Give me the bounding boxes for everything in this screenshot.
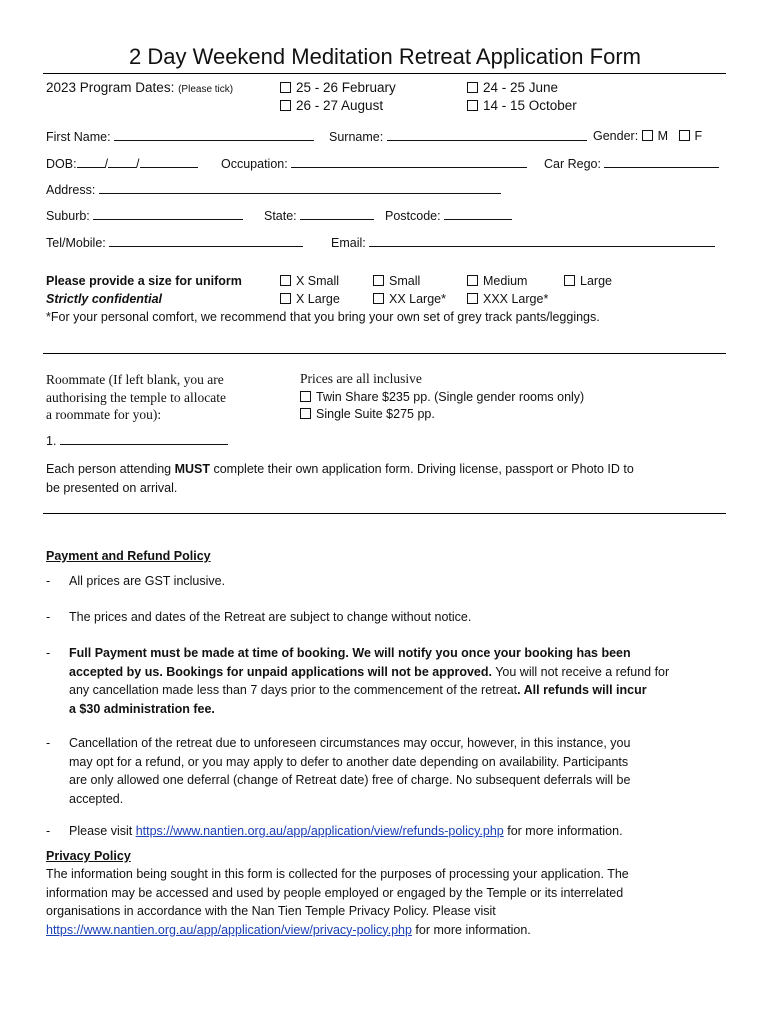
email-input[interactable] bbox=[369, 235, 715, 247]
surname-field: Surname: bbox=[329, 129, 587, 144]
checkbox-icon[interactable] bbox=[300, 391, 311, 402]
attend-note: Each person attending MUST complete their own application form. Driving license, passport or Photo ID to be presented on arrival. bbox=[46, 462, 634, 495]
single-suite-option[interactable]: Single Suite $275 pp. bbox=[300, 407, 435, 421]
section-rule bbox=[43, 353, 726, 354]
occupation-input[interactable] bbox=[291, 156, 527, 168]
roommate-text: Roommate (If left blank, you are authorising the temple to allocate a roommate for you): bbox=[46, 372, 226, 422]
first-name-field: First Name: bbox=[46, 129, 314, 144]
checkbox-icon[interactable] bbox=[564, 275, 575, 286]
checkbox-icon[interactable] bbox=[280, 82, 291, 93]
dob-field: DOB: / / bbox=[46, 156, 198, 171]
tel-field: Tel/Mobile: bbox=[46, 235, 303, 250]
postcode-input[interactable] bbox=[444, 208, 512, 220]
title-rule bbox=[43, 73, 726, 74]
surname-input[interactable] bbox=[387, 129, 587, 141]
checkbox-icon[interactable] bbox=[280, 275, 291, 286]
date-option-feb[interactable]: 25 - 26 February bbox=[280, 80, 396, 95]
size-xsmall[interactable]: X Small bbox=[280, 274, 339, 288]
tel-input[interactable] bbox=[109, 235, 303, 247]
checkbox-icon[interactable] bbox=[467, 293, 478, 304]
size-small[interactable]: Small bbox=[373, 274, 420, 288]
checkbox-icon[interactable] bbox=[280, 293, 291, 304]
date-option-jun[interactable]: 24 - 25 June bbox=[467, 80, 558, 95]
bullet-dash: - bbox=[46, 646, 51, 660]
checkbox-icon[interactable] bbox=[373, 275, 384, 286]
date-option-oct[interactable]: 14 - 15 October bbox=[467, 98, 577, 113]
checkbox-icon[interactable] bbox=[373, 293, 384, 304]
postcode-field: Postcode: bbox=[385, 208, 512, 223]
checkbox-icon[interactable] bbox=[467, 275, 478, 286]
car-rego-field: Car Rego: bbox=[544, 156, 719, 171]
policy-item-2: The prices and dates of the Retreat are subject to change without notice. bbox=[69, 610, 472, 624]
occupation-field: Occupation: bbox=[221, 156, 527, 171]
policy-item-4: Cancellation of the retreat due to unforeseen circumstances may occur, however, in this instance, you may opt for a refund, or you may apply to defer to another date depending on availability. Participants are only allowed one deferral (change of Retreat date) free of charge. No subsequent deferrals will be accepted. bbox=[69, 736, 631, 806]
bullet-dash: - bbox=[46, 574, 51, 588]
size-xlarge[interactable]: X Large bbox=[280, 292, 340, 306]
checkbox-icon[interactable] bbox=[467, 82, 478, 93]
date-option-aug[interactable]: 26 - 27 August bbox=[280, 98, 383, 113]
roommate-input[interactable] bbox=[60, 433, 228, 445]
twin-share-option[interactable]: Twin Share $235 pp. (Single gender rooms only) bbox=[300, 390, 584, 404]
car-rego-input[interactable] bbox=[604, 156, 719, 168]
policy-item-1: All prices are GST inclusive. bbox=[69, 574, 226, 588]
refunds-policy-link[interactable]: https://www.nantien.org.au/app/application/view/refunds-policy.php bbox=[135, 824, 504, 838]
address-field: Address: bbox=[46, 182, 501, 197]
gender-field: Gender: M F bbox=[593, 129, 703, 143]
size-large[interactable]: Large bbox=[564, 274, 612, 288]
gender-m-checkbox[interactable] bbox=[642, 130, 653, 141]
uniform-sub: Strictly confidential bbox=[46, 292, 162, 306]
size-xxxlarge[interactable]: XXX Large* bbox=[467, 292, 548, 306]
dob-month-input[interactable] bbox=[108, 156, 136, 168]
prices-heading: Prices are all inclusive bbox=[300, 371, 422, 386]
size-xxlarge[interactable]: XX Large* bbox=[373, 292, 446, 306]
state-input[interactable] bbox=[300, 208, 374, 220]
section-rule-2 bbox=[43, 513, 726, 514]
privacy-policy-link[interactable]: https://www.nantien.org.au/app/application/view/privacy-policy.php bbox=[46, 922, 412, 937]
policy-item-5: Please visit https://www.nantien.org.au/app/application/view/refunds-policy.php for more information. bbox=[69, 824, 623, 838]
privacy-policy-heading: Privacy Policy bbox=[46, 849, 131, 863]
checkbox-icon[interactable] bbox=[467, 100, 478, 111]
gender-f-checkbox[interactable] bbox=[679, 130, 690, 141]
bullet-dash: - bbox=[46, 824, 51, 838]
bullet-dash: - bbox=[46, 610, 51, 624]
program-dates-label: 2023 Program Dates: (Please tick) bbox=[46, 80, 234, 95]
form-title: 2 Day Weekend Meditation Retreat Application Form bbox=[129, 44, 641, 69]
checkbox-icon[interactable] bbox=[300, 408, 311, 419]
first-name-input[interactable] bbox=[114, 129, 314, 141]
state-field: State: bbox=[264, 208, 374, 223]
size-medium[interactable]: Medium bbox=[467, 274, 527, 288]
privacy-text: The information being sought in this form is collected for the purposes of processing your application. The information may be accessed and used by people employed or engaged by the Temple or its interrelated organisations in accordance with the Nan Tien Temple Privacy Policy. Please visit https://www.nantien.org.au/app/application/view/privacy-policy.php for more information. bbox=[46, 867, 629, 937]
bullet-dash: - bbox=[46, 736, 51, 750]
suburb-field: Suburb: bbox=[46, 208, 243, 223]
dob-day-input[interactable] bbox=[77, 156, 105, 168]
uniform-label: Please provide a size for uniform bbox=[46, 274, 242, 288]
address-input[interactable] bbox=[99, 182, 501, 194]
uniform-note: *For your personal comfort, we recommend that you bring your own set of grey track pants/leggings. bbox=[46, 310, 600, 324]
checkbox-icon[interactable] bbox=[280, 100, 291, 111]
roommate-line-1: 1. bbox=[46, 433, 228, 448]
dob-year-input[interactable] bbox=[140, 156, 198, 168]
payment-policy-heading: Payment and Refund Policy bbox=[46, 549, 211, 563]
suburb-input[interactable] bbox=[93, 208, 243, 220]
policy-item-3: Full Payment must be made at time of booking. We will notify you once your booking has been accepted by us. Bookings for unpaid applications will not be approved. You will not receive a refund for any cancellation made less than 7 days prior to the commencement of the retreat. All refunds will incur a $30 administration fee. bbox=[69, 646, 670, 716]
email-field: Email: bbox=[331, 235, 715, 250]
